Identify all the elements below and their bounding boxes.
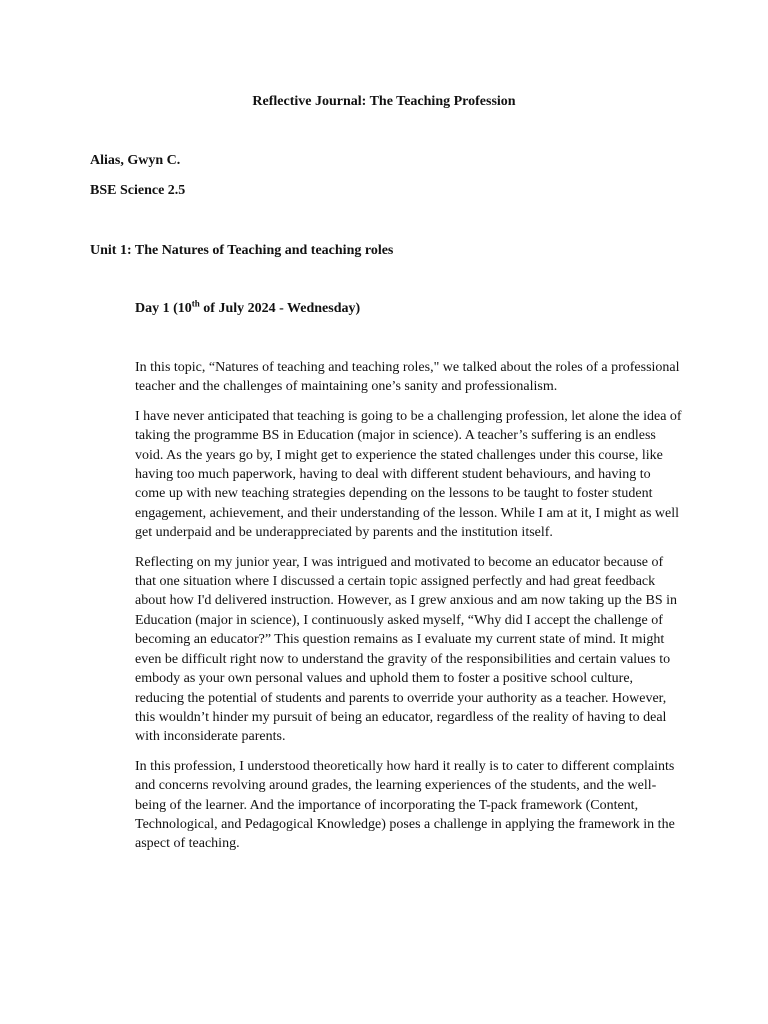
paragraph: In this topic, “Natures of teaching and teaching roles," we talked about the roles of a professional teacher and the challenges of maintaining one’s sanity and professionalism.	[135, 360, 680, 395]
day-heading-suffix: of July 2024 - Wednesday)	[199, 301, 361, 316]
day-heading-prefix: Day 1 (10	[135, 301, 192, 316]
paragraph: Reflecting on my junior year, I was intrigued and motivated to become an educator because of that one situation where I discussed a certain topic assigned perfectly and had great feedback about how I'd delivered instruction. However, as I grew anxious and am now taking up the BS in Education (major in science), I continuously asked myself, “Why did I accept the challenge of becoming an educator?” This question remains as I evaluate my current state of mind. It might even be difficult right now to understand the gravity of the responsibilities and certain values to embody as your own personal values and uphold them to foster a positive school culture, reducing the potential of students and parents to override your authority as a teacher. However, this wouldn’t hinder my pursuit of being an educator, regardless of the reality of having to deal with inconsiderate parents.	[135, 554, 678, 745]
class-section: BSE Science 2.5	[90, 183, 186, 198]
paragraph: I have never anticipated that teaching is going to be a challenging profession, let alone the idea of taking the programme BS in Education (major in science). A teacher’s suffering is an endless void. As the years go by, I might get to experience the stated challenges under this course, like having too much paperwork, having to deal with different student behaviours, and having to come up with new teaching strategies depending on the lessons to be taught to foster student engagement, achievement, and their understanding of the lesson. While I am at it, I might as well get underpaid and be underappreciated by parents and the institution itself.	[135, 408, 682, 541]
author-name: Alias, Gwyn C.	[90, 153, 181, 168]
unit-heading: Unit 1: The Natures of Teaching and teaching roles	[90, 243, 394, 258]
paragraph: In this profession, I understood theoretically how hard it really is to cater to different complaints and concerns revolving around grades, the learning experiences of the students, and the well-being of the learner. And the importance of incorporating the T-pack framework (Content, Technological, and Pedagogical Knowledge) poses a challenge in applying the framework in the aspect of teaching.	[135, 758, 675, 852]
document-title: Reflective Journal: The Teaching Profession	[252, 94, 516, 109]
journal-body	[135, 358, 683, 864]
day-heading-superscript: th	[191, 298, 200, 309]
day-heading	[135, 298, 361, 317]
